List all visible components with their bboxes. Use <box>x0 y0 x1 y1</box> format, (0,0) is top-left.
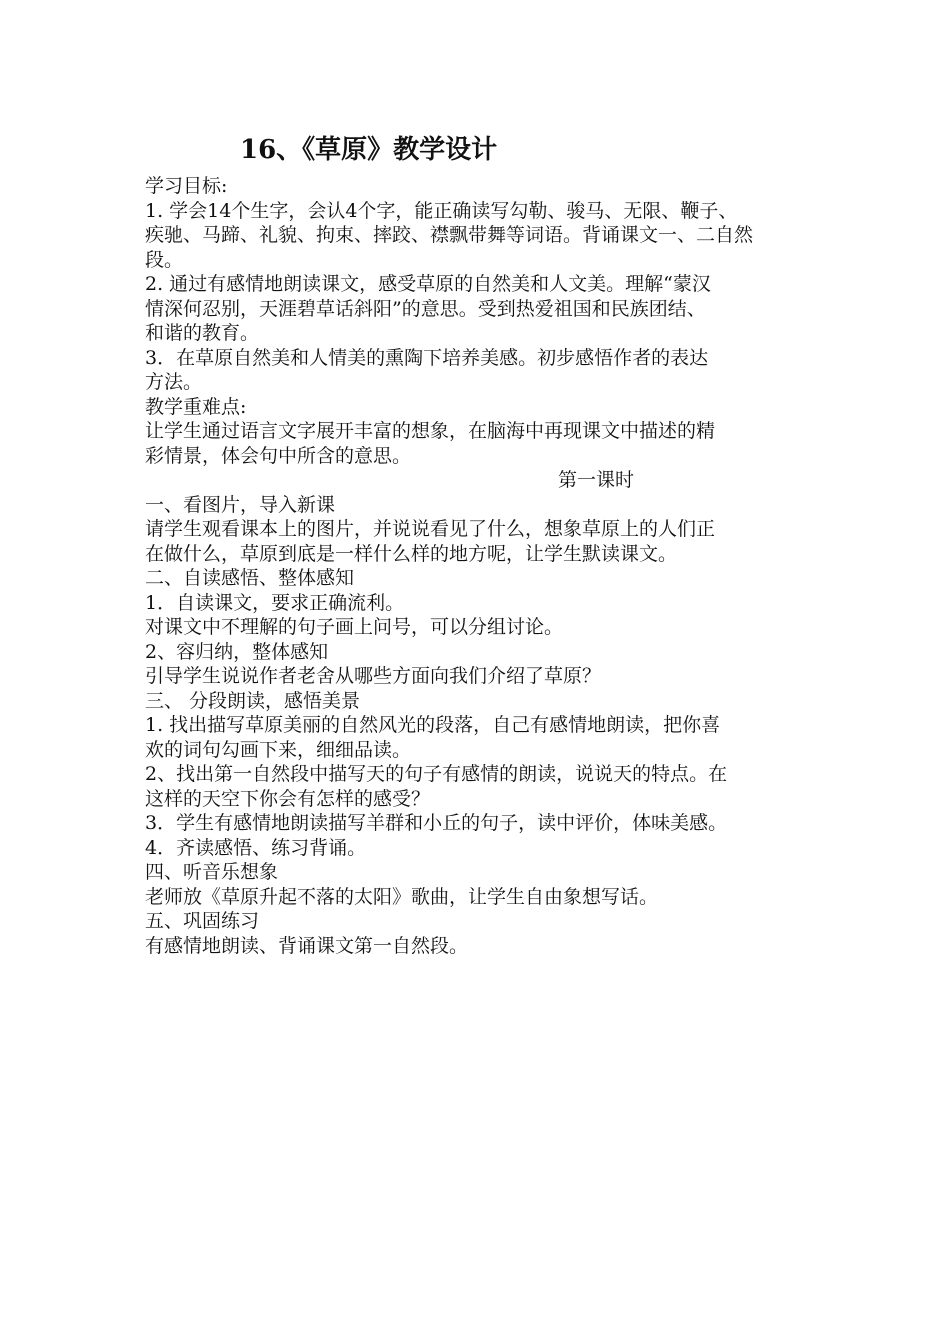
text-line: 彩情景，体会句中所含的意思。 <box>145 444 412 467</box>
text-line: 2、找出第一自然段中描写天的句子有感情的朗读，说说天的特点。在 <box>145 763 728 785</box>
text-line: 和谐的教育。 <box>145 322 260 344</box>
text-line: 情深何忍别，天涯碧草话斜阳”的意思。受到热爱祖国和民族团结、 <box>145 297 706 320</box>
text-line: 疾驰、马蹄、礼貌、拘束、摔跤、襟飘带舞等词语。背诵课文一、二自然 <box>145 224 754 246</box>
text-line: 教学重难点: <box>145 395 247 418</box>
text-line: 一、看图片，导入新课 <box>145 493 336 516</box>
text-line: 三、 分段朗读，感悟美景 <box>145 689 361 712</box>
document-title: 16、《草原》教学设计 <box>240 135 498 165</box>
lesson-subtitle: 第一课时 <box>558 469 635 491</box>
text-line: 学习目标: <box>145 175 228 197</box>
document-body <box>145 174 810 958</box>
text-line: 段。 <box>145 248 184 271</box>
text-line: 这样的天空下你会有怎样的感受？ <box>145 787 431 810</box>
text-line: 四、听音乐想象 <box>145 861 279 883</box>
text-line: 让学生通过语言文字展开丰富的想象，在脑海中再现课文中描述的精 <box>145 420 716 442</box>
text-line: 2. 通过有感情地朗读课文，感受草原的自然美和人文美。理解“蒙汉 <box>145 273 711 295</box>
text-line: 1. 学会14个生字，会认4个字，能正确读写勾勒、骏马、无限、鞭子、 <box>145 199 738 222</box>
text-line: 4．齐读感悟、练习背诵。 <box>145 836 367 859</box>
text-line: 2、容归纳，整体感知 <box>145 640 329 663</box>
text-line: 对课文中不理解的句子画上问号，可以分组讨论。 <box>145 616 564 638</box>
text-line: 请学生观看课本上的图片，并说说看见了什么，想象草原上的人们正 <box>145 518 716 540</box>
text-line: 3．在草原自然美和人情美的熏陶下培养美感。初步感悟作者的表达 <box>145 346 709 369</box>
text-line: 五、巩固练习 <box>145 910 260 932</box>
text-line: 老师放《草原升起不落的太阳》歌曲，让学生自由象想写话。 <box>145 885 659 908</box>
text-line: 方法。 <box>145 371 203 393</box>
text-line: 1．自读课文，要求正确流利。 <box>145 591 405 614</box>
text-line: 有感情地朗读、背诵课文第一自然段。 <box>145 934 469 957</box>
text-line: 3．学生有感情地朗读描写羊群和小丘的句子，读中评价，体味美感。 <box>145 812 728 834</box>
text-line: 二、自读感悟、整体感知 <box>145 567 355 589</box>
text-line: 1. 找出描写草原美丽的自然风光的段落，自己有感情地朗读，把你喜 <box>145 714 721 736</box>
text-line: 欢的词句勾画下来，细细品读。 <box>145 738 412 761</box>
text-line: 引导学生说说作者老舍从哪些方面向我们介绍了草原？ <box>145 665 602 687</box>
text-line: 在做什么，草原到底是一样什么样的地方呢，让学生默读课文。 <box>145 542 678 565</box>
